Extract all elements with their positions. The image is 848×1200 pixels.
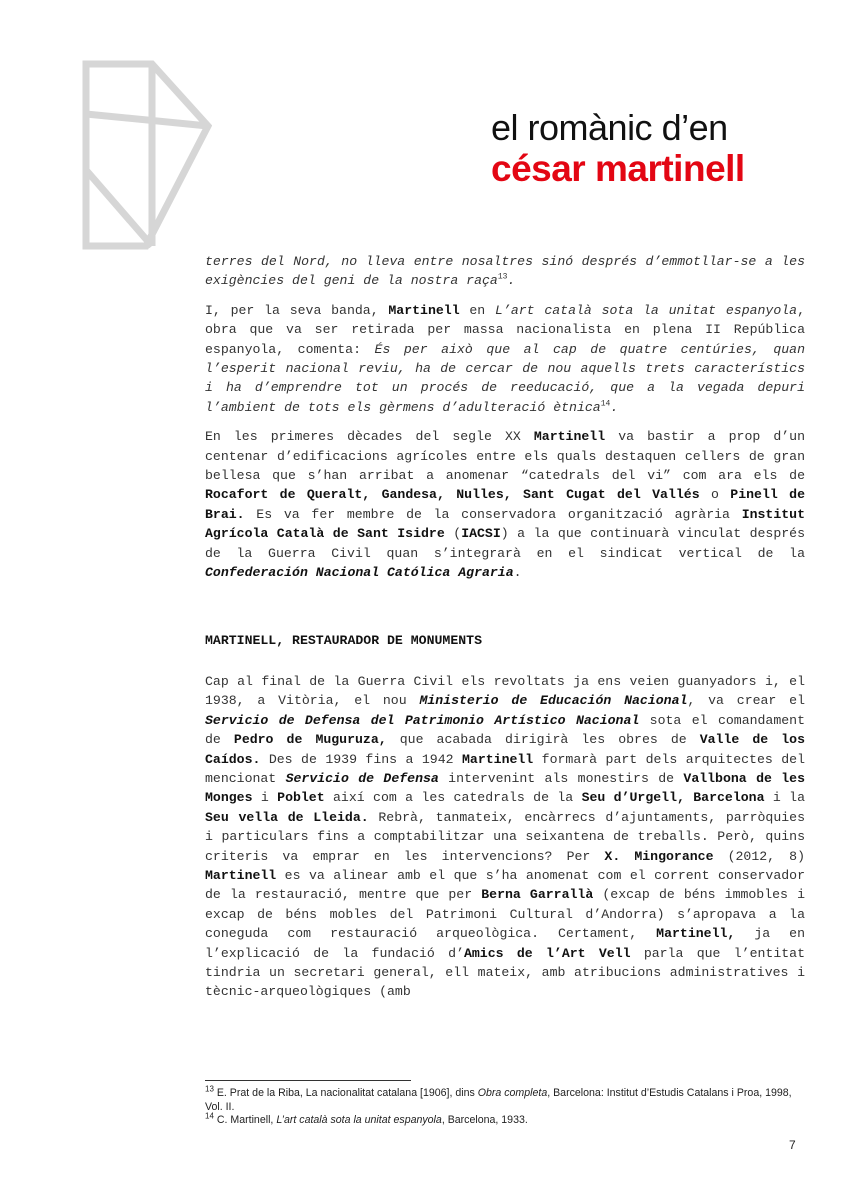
text: (excap de béns immobles i excap de béns mobles del Patrimoni Cultural d’Andorra) s’apropava a la coneguda com restauració arqueològica. Certament, (205, 887, 805, 942)
text: sota el comandament de (205, 712, 805, 748)
section-heading: MARTINELL, RESTAURADOR DE MONUMENTS (205, 632, 482, 648)
footnote-number: 13 (205, 1084, 214, 1094)
name-martinell: Martinell (462, 751, 534, 767)
name-martinell: Martinell, (656, 926, 736, 942)
footnote-13 (205, 1084, 795, 1114)
paragraph-4 (205, 672, 805, 1002)
logo-icon (82, 60, 212, 250)
quote-text: terres del Nord, no lleva entre nosaltres sinó després d’emmotllar-se a les exigències del geni de la nostra raça (205, 254, 805, 289)
organization: Confederación Nacional Católica Agraria (205, 565, 514, 581)
place: Seu vella de Lleida. (205, 809, 369, 825)
name-martinell: Martinell (205, 867, 277, 883)
place: Pinell de Brai. (205, 487, 805, 522)
person-name: Pedro de Muguruza, (233, 732, 387, 748)
place: Valle de los Caídos. (205, 732, 806, 767)
paragraph-3 (205, 427, 805, 582)
text: . (610, 399, 619, 415)
footnote-ref-14[interactable]: 14 (600, 399, 611, 409)
text: formarà part dels arquitectes del mencionat (205, 751, 805, 786)
text: , Barcelona, 1933. (441, 1114, 528, 1126)
text: , obra que va ser retirada per massa nacionalista en plena II República espanyola, comenta: (205, 302, 806, 357)
paragraph-2 (205, 301, 805, 417)
paragraph-1 (205, 252, 805, 291)
institution: Ministerio de Educación Nacional (419, 693, 688, 709)
text: en (459, 302, 495, 318)
text: ( (444, 526, 462, 542)
person-name: Berna Garrallà (481, 887, 594, 903)
book-title: L’art català sota la unitat espanyola (495, 302, 798, 318)
text: es va alinear amb el que s’ha anomenat com el corrent conservador de la restauració, mentre que per (205, 867, 805, 903)
text: , va crear el (687, 693, 805, 709)
quote-text: És per això que al cap de quatre centúries, quan l’esperit nacional reviu, ha de cercar de nou aquells trets característics i ha d’emprendre tot un procés de reeducació, que a la vegada depuri l’ambient de tots els gèrmens d’adulteració ètnica (205, 341, 805, 415)
text: . (507, 273, 516, 289)
text: Des de 1939 fins a 1942 (260, 751, 462, 767)
text: Es va fer membre de la conservadora organització agrària (244, 506, 742, 522)
text: parla que l’entitat tindria un secretari general, ell mateix, amb atribucions administratives i tècnic-arqueològiques (amb (205, 945, 805, 1000)
name-martinell: Martinell (388, 302, 460, 318)
text: ) a la que continuarà vinculat després de la Guerra Civil quan s’integrarà en el sindicat vertical de la (205, 526, 806, 561)
text: , Barcelona: Institut d’Estudis Catalans i Proa, 1998, Vol. II. (205, 1087, 792, 1113)
institution: Servicio de Defensa (285, 770, 439, 786)
book-title: Obra completa (477, 1087, 548, 1099)
footnote-divider (205, 1080, 411, 1081)
footnote-ref-13[interactable]: 13 (497, 273, 508, 283)
header-title-line1: el romànic d’en (491, 107, 728, 148)
text: E. Prat de la Riba, La nacionalitat catalana [1906], dins (213, 1087, 478, 1099)
text: o (699, 487, 731, 503)
text: I, per la seva banda, (205, 302, 389, 318)
places: Seu d’Urgell, Barcelona (581, 790, 765, 806)
text: ja en l’explicació de la fundació d’ (205, 926, 805, 961)
text: Cap al final de la Guerra Civil els revoltats ja ens veien guanyadors i, el 1938, a Vitòria, el nou (205, 673, 805, 709)
text: va bastir a prop d’un centenar d’edificacions agrícoles entre els quals destaquen cellers de gran bellesa que s’han arribat a anomenar “catedrals del vi” com ara els de (205, 429, 805, 484)
place: Vallbona de les Monges (205, 770, 805, 806)
text: i (252, 790, 278, 806)
text: així com a les catedrals de la (324, 790, 582, 806)
body-text (205, 252, 805, 1012)
organization-acronym: IACSI (461, 526, 501, 542)
footnote-14 (205, 1111, 795, 1128)
book-title: L’art català sota la unitat espanyola (276, 1114, 442, 1126)
footnotes (205, 1084, 795, 1128)
place: Poblet (277, 790, 325, 806)
institution: Servicio de Defensa del Patrimonio Artístico Nacional (205, 712, 640, 728)
places: Rocafort de Queralt, Gandesa, Nulles, Sant Cugat del Vallés (205, 487, 700, 503)
text: i la (764, 790, 805, 806)
organization: Institut Agrícola Català de Sant Isidre (205, 506, 805, 542)
page-number: 7 (789, 1138, 796, 1152)
footnote-number: 14 (205, 1111, 214, 1121)
text: Rebrà, tanmateix, encàrrecs d’ajuntaments, parròquies i particulars fins a comptabilitzar una seixantena de treballs. Però, quins criteris va emprar en les intervencions? Per (205, 809, 805, 864)
name-martinell: Martinell (533, 429, 606, 445)
text: (2012, 8) (713, 848, 806, 864)
organization: Amics de l’Art Vell (463, 945, 631, 961)
header-title-line2: césar martinell (491, 148, 745, 189)
text: que acabada dirigirà les obres de (386, 732, 700, 748)
text: En les primeres dècades del segle XX (205, 429, 534, 445)
person-name: X. Mingorance (604, 848, 714, 864)
text: . (513, 565, 522, 581)
text: C. Martinell, (213, 1114, 277, 1126)
publication-header (491, 108, 745, 190)
text: intervenint als monestirs de (438, 770, 684, 786)
